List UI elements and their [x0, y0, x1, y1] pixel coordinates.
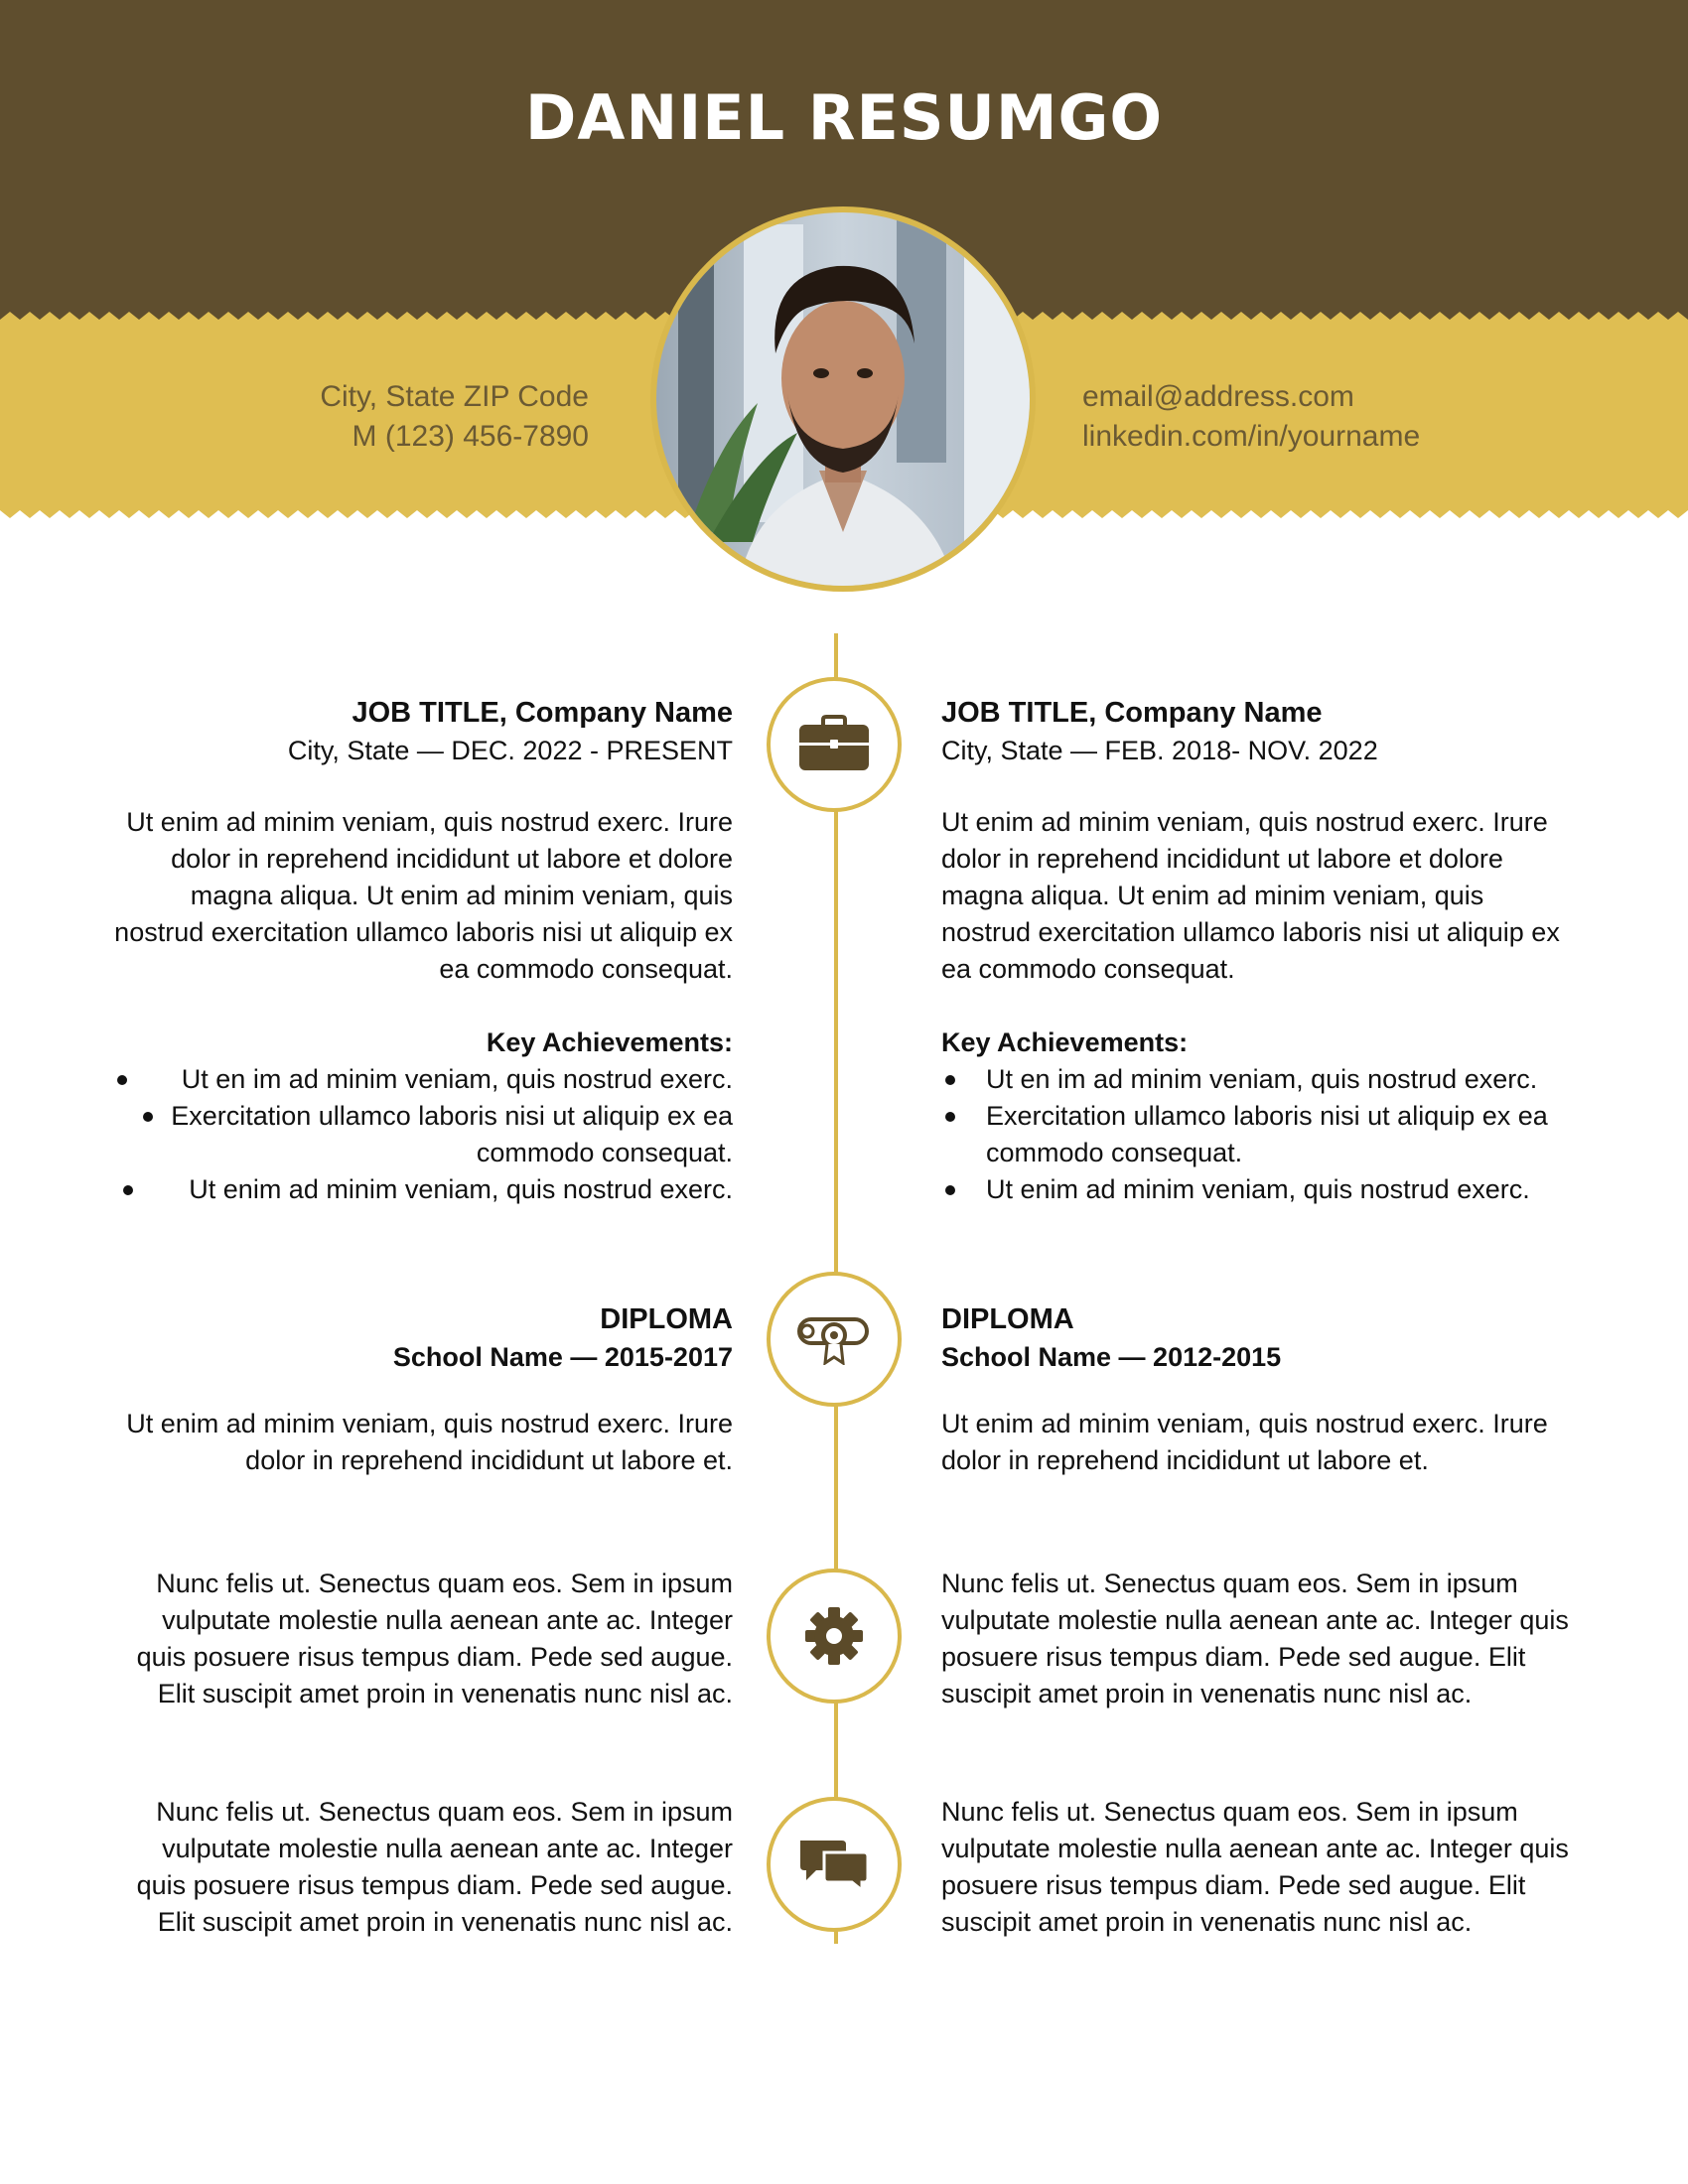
timeline-node-skills [767, 1569, 902, 1704]
job-description: Ut enim ad minim veniam, quis nostrud exerc. Irure dolor in reprehend incididunt ut labore et dolore magna aliqua. Ut enim ad minim veniam, quis nostrud exercitation ullamco laboris nisi ut aliquip ex ea commodo consequat. [941, 807, 1560, 984]
skills-text-left [109, 1566, 733, 1712]
education-description: Ut enim ad minim veniam, quis nostrud exerc. Irure dolor in reprehend incididunt ut labore et. [941, 1409, 1548, 1475]
skills-paragraph: Nunc felis ut. Senectus quam eos. Sem in ipsum vulputate molestie nulla aenean ante ac. Integer quis posuere risus tempus diam. Pede sed augue. Elit suscipit amet proin in venenatis nunc nisl ac. [941, 1569, 1569, 1708]
job-title: JOB TITLE, Company Name [941, 697, 1323, 729]
email-line[interactable]: email@address.com [1082, 380, 1354, 413]
education-entry-1 [109, 1300, 733, 1479]
communication-text-right [941, 1794, 1577, 1941]
address-line: City, State ZIP Code [320, 380, 589, 413]
candidate-name: DANIEL RESUMGO [524, 81, 1164, 154]
communication-paragraph: Nunc felis ut. Senectus quam eos. Sem in ipsum vulputate molestie nulla aenean ante ac. Integer quis posuere risus tempus diam. Pede sed augue. Elit suscipit amet proin in venenatis nunc nisl ac. [136, 1797, 733, 1937]
achievement-item: Exercitation ullamco laboris nisi ut aliquip ex ea commodo consequat. [941, 1098, 1577, 1171]
school-dates: School Name — 2015-2017 [392, 1342, 733, 1372]
timeline-node-experience [767, 677, 902, 812]
achievement-item: Ut en im ad minim veniam, quis nostrud exerc. [109, 1061, 733, 1098]
degree-title: DIPLOMA [600, 1303, 733, 1335]
achievement-item: Exercitation ullamco laboris nisi ut aliquip ex ea commodo consequat. [109, 1098, 733, 1171]
phone-line: M (123) 456-7890 [352, 420, 589, 453]
achievement-item: Ut en im ad minim veniam, quis nostrud exerc. [941, 1061, 1577, 1098]
achievements-list [941, 1061, 1577, 1208]
school-dates: School Name — 2012-2015 [941, 1342, 1282, 1372]
gear-icon [802, 1604, 866, 1668]
timeline-node-education [767, 1272, 902, 1407]
job-location-dates: City, State — DEC. 2022 - PRESENT [287, 736, 733, 765]
education-entry-2 [941, 1300, 1577, 1479]
briefcase-icon [797, 715, 871, 774]
degree-title: DIPLOMA [941, 1303, 1074, 1335]
achievements-heading: Key Achievements: [486, 1027, 733, 1057]
communication-paragraph: Nunc felis ut. Senectus quam eos. Sem in ipsum vulputate molestie nulla aenean ante ac. Integer quis posuere risus tempus diam. Pede sed augue. Elit suscipit amet proin in venenatis nunc nisl ac. [941, 1797, 1569, 1937]
experience-entry-1 [109, 694, 733, 1208]
education-description: Ut enim ad minim veniam, quis nostrud exerc. Irure dolor in reprehend incididunt ut labore et. [126, 1409, 733, 1475]
communication-text-left [109, 1794, 733, 1941]
experience-entry-2 [941, 694, 1577, 1208]
job-title: JOB TITLE, Company Name [352, 697, 733, 729]
achievements-heading: Key Achievements: [941, 1027, 1189, 1057]
job-description: Ut enim ad minim veniam, quis nostrud exerc. Irure dolor in reprehend incididunt ut labore et dolore magna aliqua. Ut enim ad minim veniam, quis nostrud exercitation ullamco laboris nisi ut aliquip ex ea commodo consequat. [114, 807, 733, 984]
achievements-list [109, 1061, 733, 1208]
skills-paragraph: Nunc felis ut. Senectus quam eos. Sem in ipsum vulputate molestie nulla aenean ante ac. Integer quis posuere risus tempus diam. Pede sed augue. Elit suscipit amet proin in venenatis nunc nisl ac. [136, 1569, 733, 1708]
linkedin-line[interactable]: linkedin.com/in/yourname [1082, 420, 1421, 453]
diploma-icon [795, 1313, 873, 1365]
skills-text-right [941, 1566, 1577, 1712]
timeline-node-communication [767, 1797, 902, 1932]
contact-right [1082, 377, 1579, 457]
achievement-item: Ut enim ad minim veniam, quis nostrud exerc. [109, 1171, 733, 1208]
achievement-item: Ut enim ad minim veniam, quis nostrud exerc. [941, 1171, 1577, 1208]
contact-left [199, 377, 589, 457]
job-location-dates: City, State — FEB. 2018- NOV. 2022 [941, 736, 1378, 765]
profile-photo [648, 205, 1038, 594]
chat-icon [796, 1837, 872, 1892]
